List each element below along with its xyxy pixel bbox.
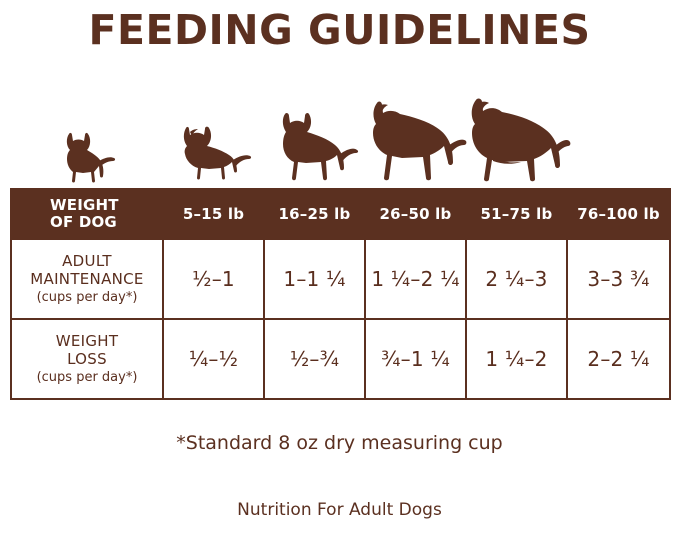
cell-adult-5: 3–3 ¾ <box>567 239 670 319</box>
feeding-table-wrap <box>10 188 669 400</box>
caption-text: Nutrition For Adult Dogs <box>237 500 442 520</box>
dog-silhouette-small-icon <box>171 122 255 188</box>
cell-adult-3: 1 ¼–2 ¼ <box>365 239 466 319</box>
cell-adult-2: 1–1 ¼ <box>264 239 365 319</box>
row-label-adult-maintenance <box>11 239 163 319</box>
row-label-line2: LOSS <box>67 350 107 369</box>
table-row <box>11 239 670 319</box>
dog-silhouette-xsmall-cell <box>10 128 162 188</box>
cell-loss-4: 1 ¼–2 <box>466 319 567 399</box>
cell-adult-4: 2 ¼–3 <box>466 239 567 319</box>
row-label-line3: (cups per day*) <box>36 370 138 386</box>
header-col-5: 76–100 lb <box>567 189 670 239</box>
header-weight-line2: OF DOG <box>50 213 117 231</box>
feeding-table <box>10 188 671 400</box>
cell-adult-1: ½–1 <box>163 239 264 319</box>
dog-silhouette-medium-cell <box>263 112 364 188</box>
table-row <box>11 319 670 399</box>
cell-loss-5: 2–2 ¼ <box>567 319 670 399</box>
dog-silhouette-xsmall-icon <box>50 128 122 188</box>
header-col-4: 51–75 lb <box>466 189 567 239</box>
row-label-line1: ADULT <box>62 252 112 271</box>
row-label-line3: (cups per day*) <box>36 290 138 306</box>
dog-silhouette-row <box>10 92 669 188</box>
header-col-3: 26–50 lb <box>365 189 466 239</box>
page-title: FEEDING GUIDELINES <box>88 6 591 54</box>
header-col-1: 5–15 lb <box>163 189 264 239</box>
cell-loss-1: ¼–½ <box>163 319 264 399</box>
row-label-line1: WEIGHT <box>55 332 119 351</box>
header-weight-line1: WEIGHT <box>50 195 119 214</box>
footnote-text: *Standard 8 oz dry measuring cup <box>176 432 503 454</box>
header-col-2: 16–25 lb <box>264 189 365 239</box>
cell-loss-3: ¾–1 ¼ <box>365 319 466 399</box>
row-label-line2: MAINTENANCE <box>30 270 144 289</box>
cell-loss-2: ½–¾ <box>264 319 365 399</box>
table-header-row <box>11 189 670 239</box>
dog-silhouette-large-icon <box>362 100 467 188</box>
dog-silhouette-xlarge-icon <box>463 96 571 188</box>
dog-silhouette-small-cell <box>162 122 263 188</box>
dog-silhouette-xlarge-cell <box>465 96 569 188</box>
header-weight-of-dog <box>11 189 163 239</box>
dog-silhouette-large-cell <box>364 100 465 188</box>
dog-silhouette-medium-icon <box>268 112 360 188</box>
row-label-weight-loss <box>11 319 163 399</box>
